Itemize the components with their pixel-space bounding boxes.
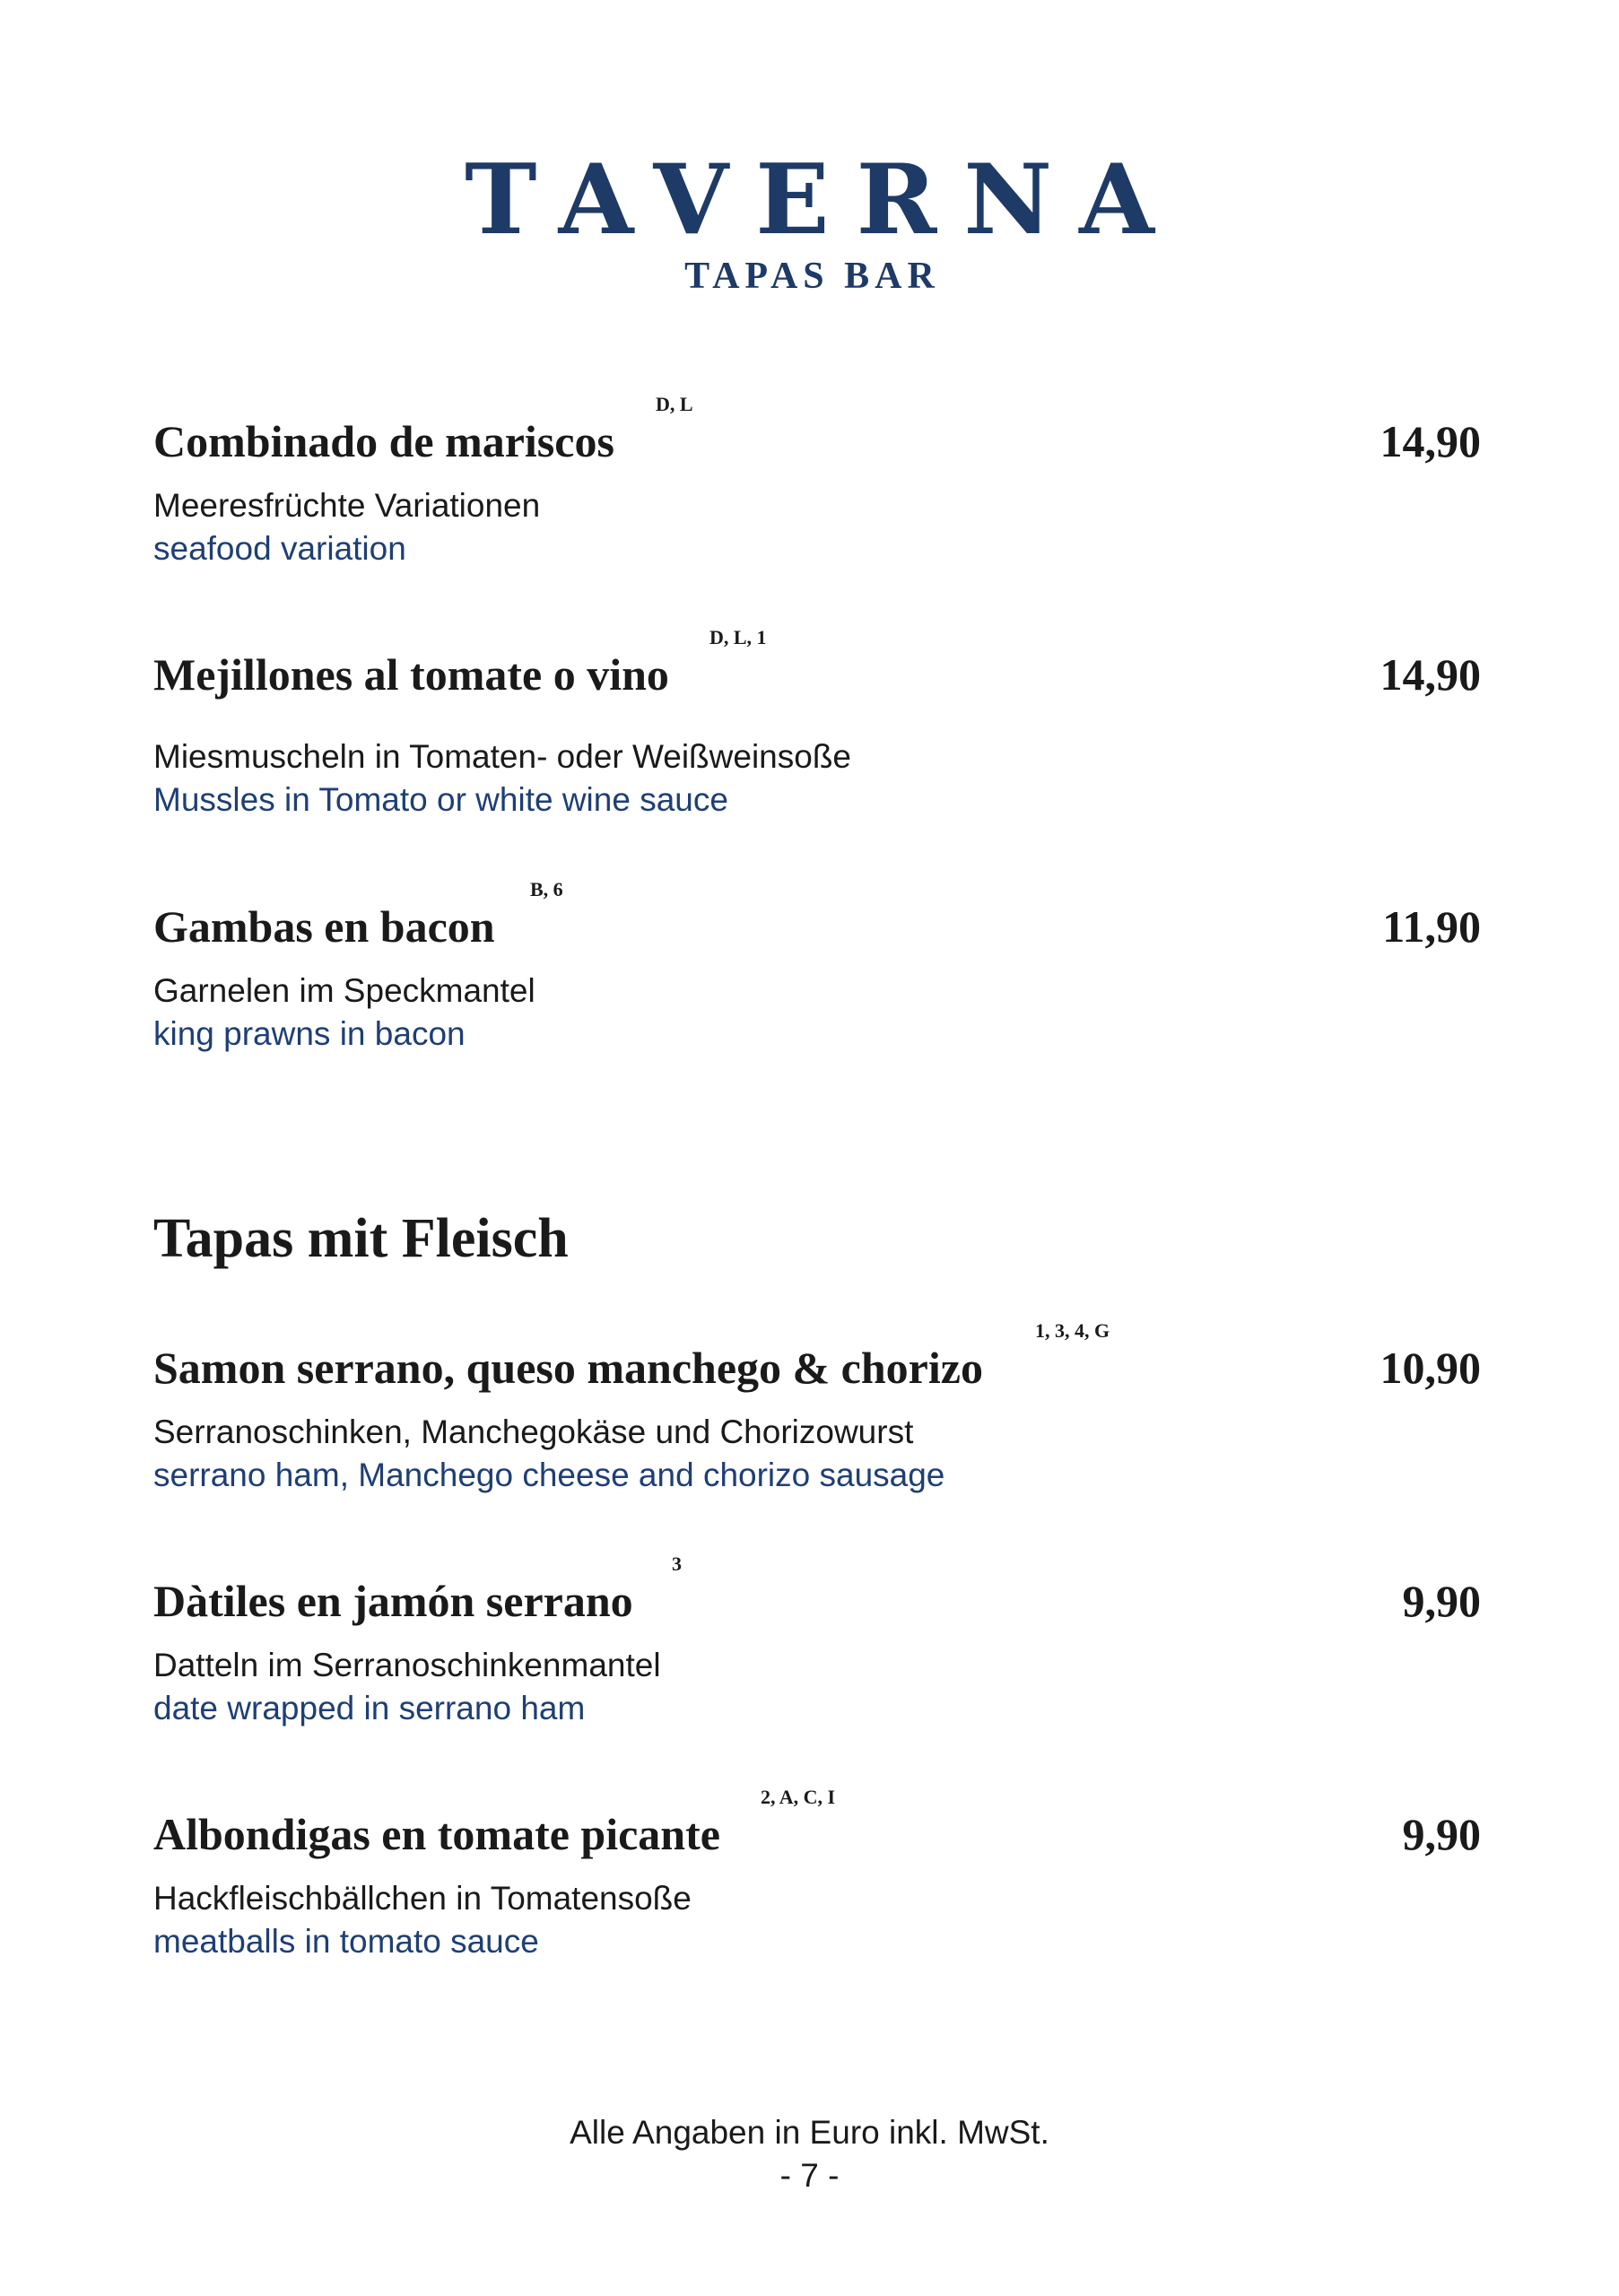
item-allergens: D, L xyxy=(656,393,693,415)
logo-subtitle: TAPAS BAR xyxy=(684,256,940,297)
item-description-de: Hackfleischbällchen in Tomatensoße xyxy=(153,1880,692,1917)
footer-note: Alle Angaben in Euro inkl. MwSt. xyxy=(570,2114,1049,2151)
item-allergens: 1, 3, 4, G xyxy=(1035,1319,1110,1342)
item-description-en: seafood variation xyxy=(153,530,406,567)
item-allergens: 3 xyxy=(672,1552,682,1575)
item-name: Combinado de mariscos xyxy=(153,416,614,466)
item-price: 14,90 xyxy=(1380,416,1481,466)
item-description-de: Serranoschinken, Manchegokäse und Chorizowurst xyxy=(153,1413,914,1450)
item-name: Mejillones al tomate o vino xyxy=(153,649,669,700)
item-description-en: serrano ham, Manchego cheese and chorizo sausage xyxy=(153,1457,945,1493)
logo-title: TAVERNA xyxy=(465,144,1181,257)
item-description-en: king prawns in bacon xyxy=(153,1015,466,1052)
item-name: Gambas en bacon xyxy=(153,901,495,952)
item-allergens: 2, A, C, I xyxy=(761,1786,836,1808)
item-price: 14,90 xyxy=(1380,649,1481,700)
logo xyxy=(0,144,1619,298)
item-name: Dàtiles en jamón serrano xyxy=(153,1576,633,1626)
item-name: Samon serrano, queso manchego & chorizo xyxy=(153,1343,983,1393)
item-description-en: meatballs in tomato sauce xyxy=(153,1923,539,1960)
item-name: Albondigas en tomate picante xyxy=(153,1809,720,1859)
item-description-de: Meeresfrüchte Variationen xyxy=(153,487,541,524)
item-allergens: D, L, 1 xyxy=(709,626,767,648)
item-price: 10,90 xyxy=(1380,1343,1481,1393)
item-description-de: Miesmuscheln in Tomaten- oder Weißweinsoße xyxy=(153,738,852,775)
item-price: 11,90 xyxy=(1382,901,1481,952)
section-title: Tapas mit Fleisch xyxy=(153,1208,569,1269)
item-allergens: B, 6 xyxy=(530,878,563,900)
page-number: - 7 - xyxy=(779,2157,840,2194)
item-description-de: Datteln im Serranoschinkenmantel xyxy=(153,1647,661,1683)
item-description-de: Garnelen im Speckmantel xyxy=(153,972,535,1009)
item-description-en: date wrapped in serrano ham xyxy=(153,1690,586,1726)
item-price: 9,90 xyxy=(1402,1576,1481,1626)
item-description-en: Mussles in Tomato or white wine sauce xyxy=(153,781,728,818)
item-price: 9,90 xyxy=(1402,1809,1481,1859)
